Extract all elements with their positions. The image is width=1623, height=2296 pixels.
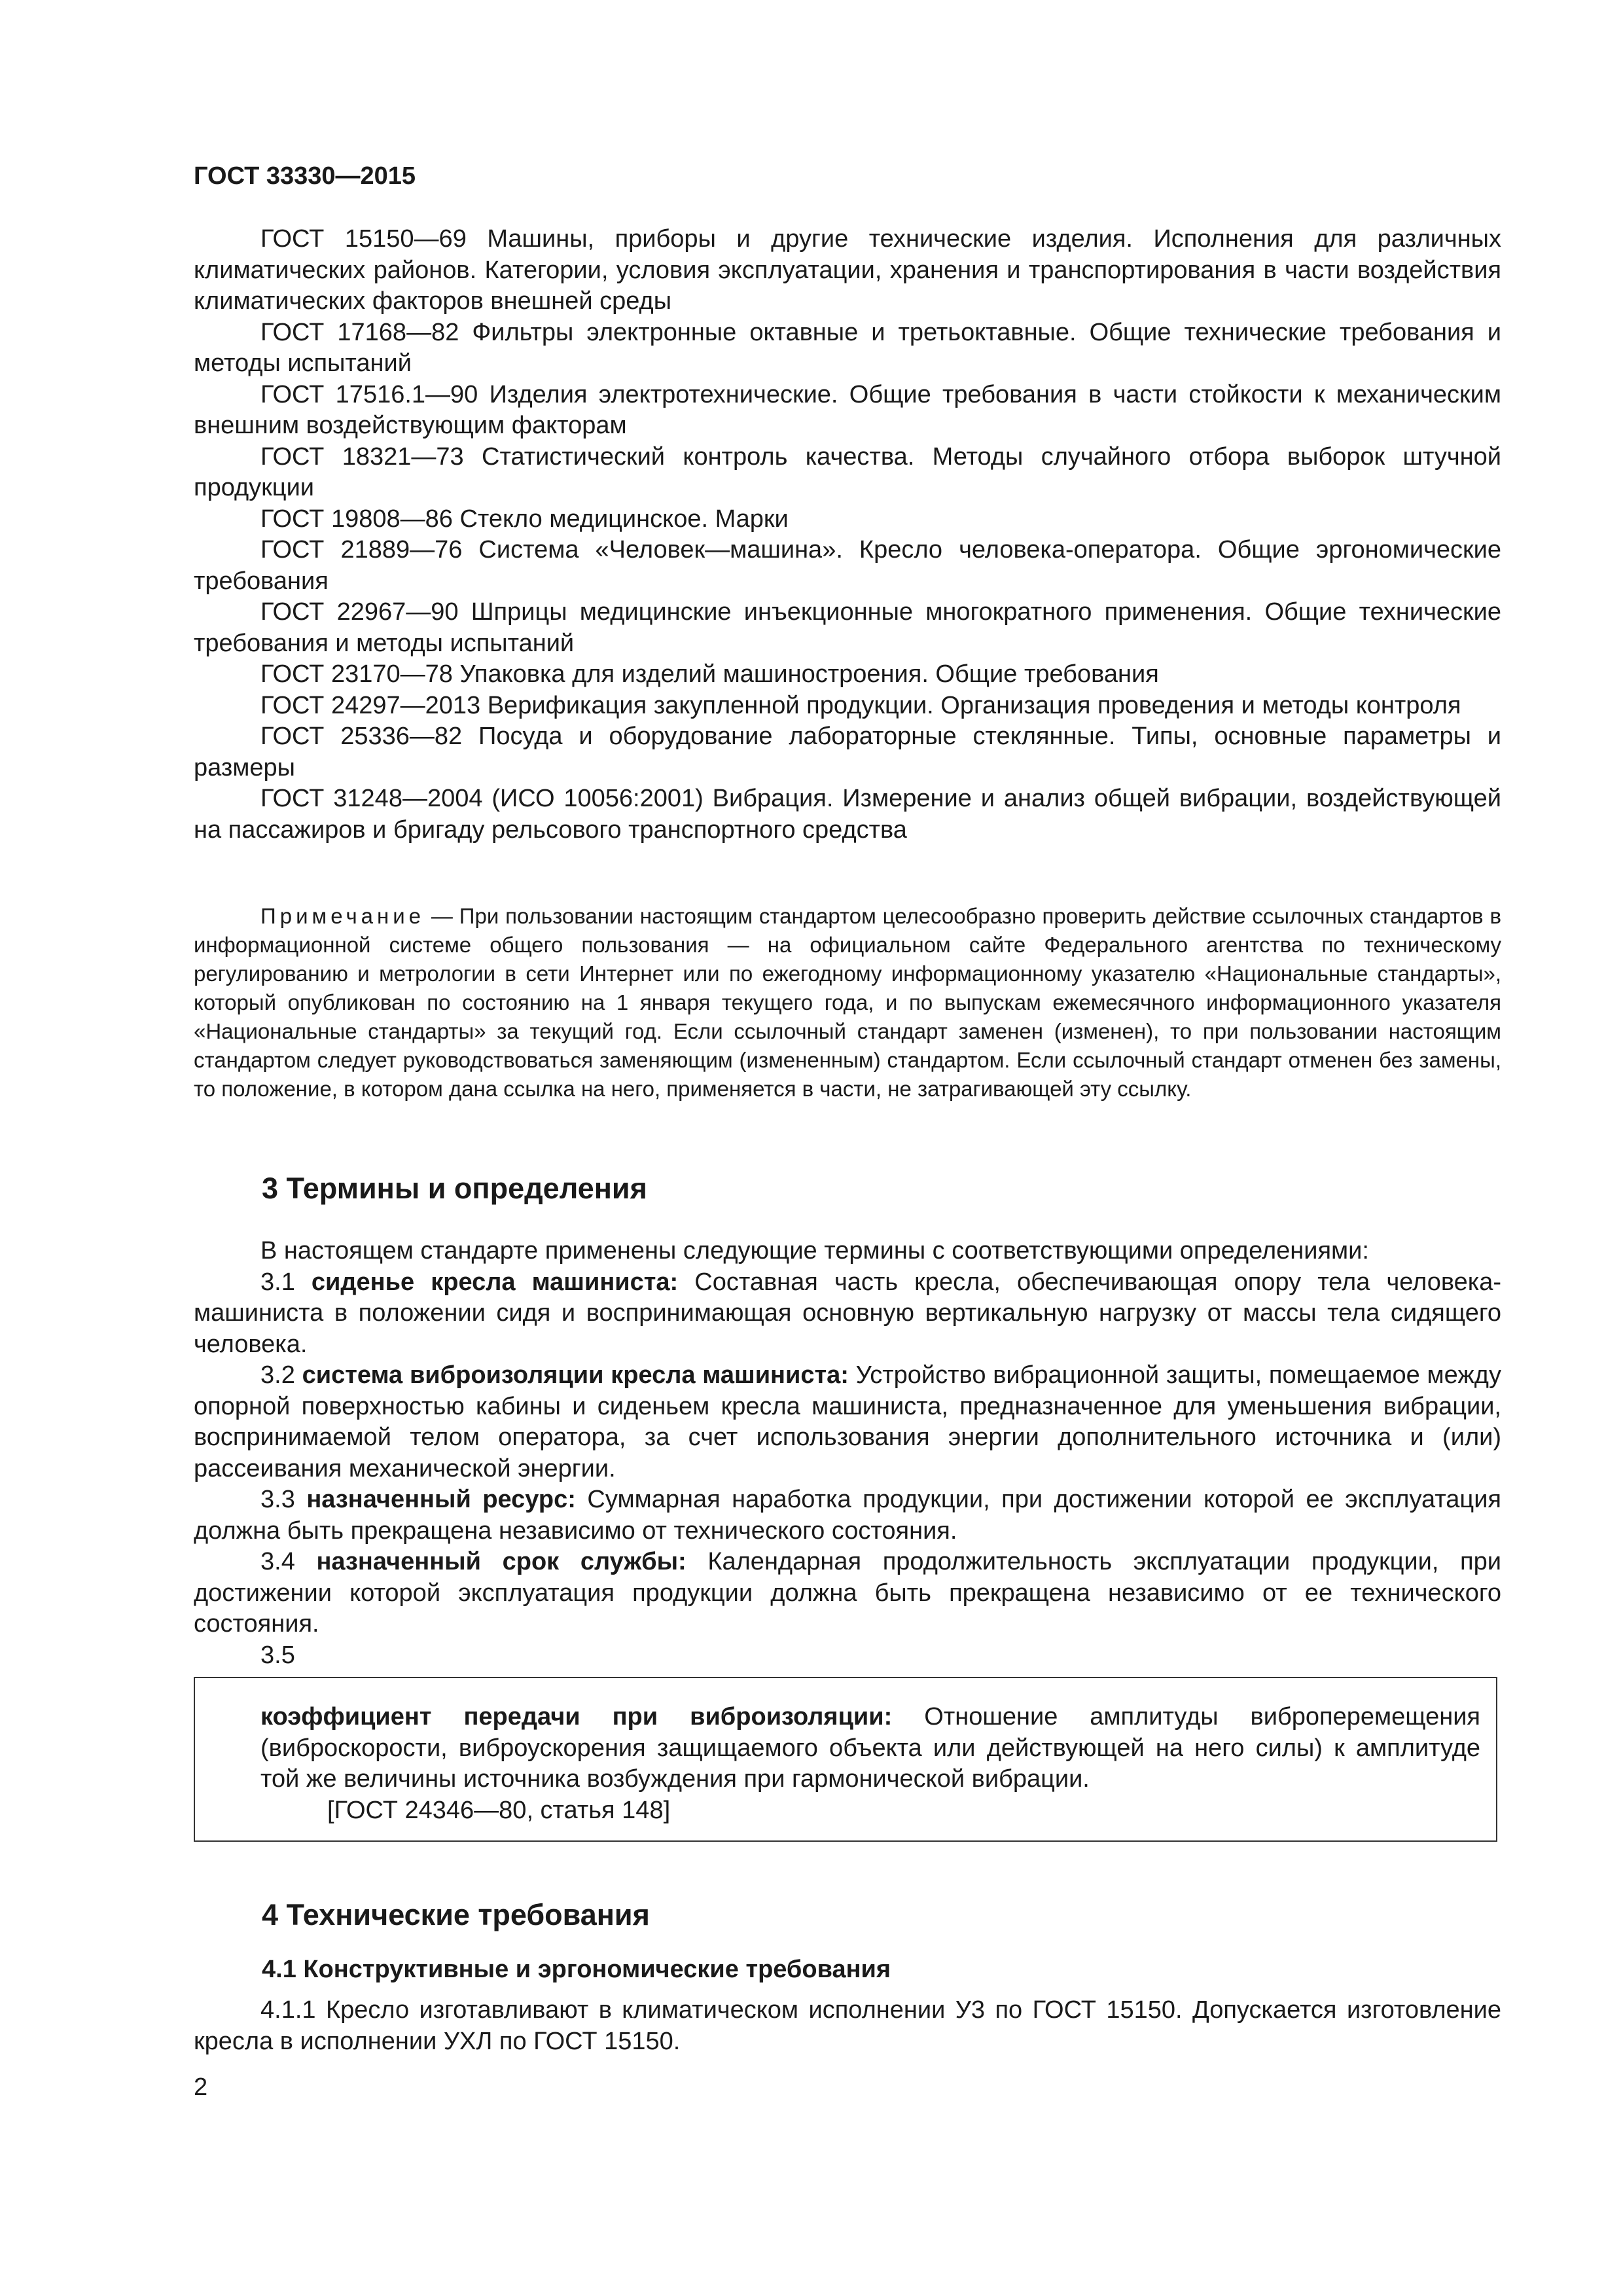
document-header: ГОСТ 33330—2015 [194,162,416,190]
term-definition: 3.3 назначенный ресурс: Суммарная наработка продукции, при достижении которой ее эксплуатация должна быть прекращена независимо от технического состояния. [194,1486,1501,1545]
term-name: коэффициент передачи при виброизоляции: [260,1703,893,1731]
page-number: 2 [194,2073,208,2101]
quoted-term-box [194,1677,1497,1842]
term-definition: 3.2 система виброизоляции кресла машиниста: Устройство вибрационной защиты, помещаемое между опорной поверхностью кабины и сиденьем кресла машиниста, предназначенное для уменьшения вибрации, воспринимаемой телом оператора, за счет использования энергии дополнительного источника и (или) рассеивания механической энергии. [194,1361,1501,1482]
section-3-intro: В настоящем стандарте применены следующие термины с соответствующими определениями: [260,1237,1369,1265]
reference-item: ГОСТ 23170—78 Упаковка для изделий машиностроения. Общие требования [260,660,1159,688]
subsection-4-1-heading: 4.1 Конструктивные и эргономические требования [262,1956,891,1983]
term-definition: 3.1 сиденье кресла машиниста: Составная часть кресла, обеспечивающая опору тела человека-машиниста в положении сидя и воспринимающая основную вертикальную нагрузку от массы тела сидящего человека. [194,1268,1502,1358]
reference-item: ГОСТ 15150—69 Машины, приборы и другие технические изделия. Исполнения для различных климатических районов. Категории, условия эксплуатации, хранения и транспортирования в части воздействия климатических факторов внешней среды [194,225,1501,315]
reference-item: ГОСТ 22967—90 Шприцы медицинские инъекционные многократного применения. Общие технические требования и методы испытаний [194,598,1501,657]
reference-item: ГОСТ 17516.1—90 Изделия электротехнические. Общие требования в части стойкости к механическим внешним воздействующим факторам [194,380,1501,439]
term-name: система виброизоляции кресла машиниста: [302,1361,849,1389]
term-name: сиденье кресла машиниста: [311,1268,679,1296]
reference-item: ГОСТ 24297—2013 Верификация закупленной продукции. Организация проведения и методы контроля [260,691,1461,719]
section-4-body [194,1995,1501,2057]
term-definition: 3.4 назначенный срок службы: Календарная продолжительность эксплуатации продукции, при достижении которой эксплуатация продукции должна быть прекращена независимо от ее технического состояния. [194,1548,1501,1638]
note-text: — При пользовании настоящим стандартом целесообразно проверить действие ссылочных стандартов в информационной системе общего пользования — на официальном сайте Федерального агентства по техническому регулированию и метрологии в сети Интернет или по ежегодному информационному указателю «Национальные стандарты», который опубликован по состоянию на 1 января текущего года, и по выпускам ежемесячного информационного указателя «Национальные стандарты» за текущий год. Если ссылочный стандарт заменен (изменен), то при пользовании настоящим стандартом следует руководствоваться заменяющим (измененным) стандартом. Если ссылочный стандарт отменен без замены, то положение, в котором дана ссылка на него, применяется в части, не затрагивающей эту ссылку. [194,904,1501,1101]
references-note [194,902,1501,1103]
term-name: назначенный ресурс: [306,1486,576,1513]
section-3-body [194,1236,1501,1671]
note-label: Примечание [260,904,425,928]
reference-item: ГОСТ 19808—86 Стекло медицинское. Марки [260,505,789,533]
section-3-heading: 3 Термины и определения [262,1172,647,1205]
term-name: назначенный срок службы: [316,1548,687,1575]
term-3-5-number: 3.5 [260,1641,295,1669]
reference-item: ГОСТ 17168—82 Фильтры электронные октавные и третьоктавные. Общие технические требования и методы испытаний [194,318,1501,377]
reference-item: ГОСТ 31248—2004 (ИСО 10056:2001) Вибрация. Измерение и анализ общей вибрации, воздействующей на пассажиров и бригаду рельсового транспортного средства [194,785,1501,844]
boxed-definition: коэффициент передачи при виброизоляции: Отношение амплитуды виброперемещения (виброскорости, виброускорения защищаемого объекта или действующей на него силы) к амплитуде той же величины источника возбуждения при гармонической вибрации. [260,1703,1480,1793]
normative-references-list [194,224,1501,846]
section-4-heading: 4 Технические требования [262,1898,650,1931]
boxed-source: [ГОСТ 24346—80, статья 148] [327,1796,671,1824]
reference-item: ГОСТ 25336—82 Посуда и оборудование лабораторные стеклянные. Типы, основные параметры и размеры [194,723,1501,781]
clause-4-1-1: 4.1.1 Кресло изготавливают в климатическом исполнении У3 по ГОСТ 15150. Допускается изготовление кресла в исполнении УХЛ по ГОСТ 15150. [194,1996,1501,2055]
reference-item: ГОСТ 18321—73 Статистический контроль качества. Методы случайного отбора выборок штучной продукции [194,442,1501,501]
reference-item: ГОСТ 21889—76 Система «Человек—машина». Кресло человека-оператора. Общие эргономические требования [194,536,1501,595]
